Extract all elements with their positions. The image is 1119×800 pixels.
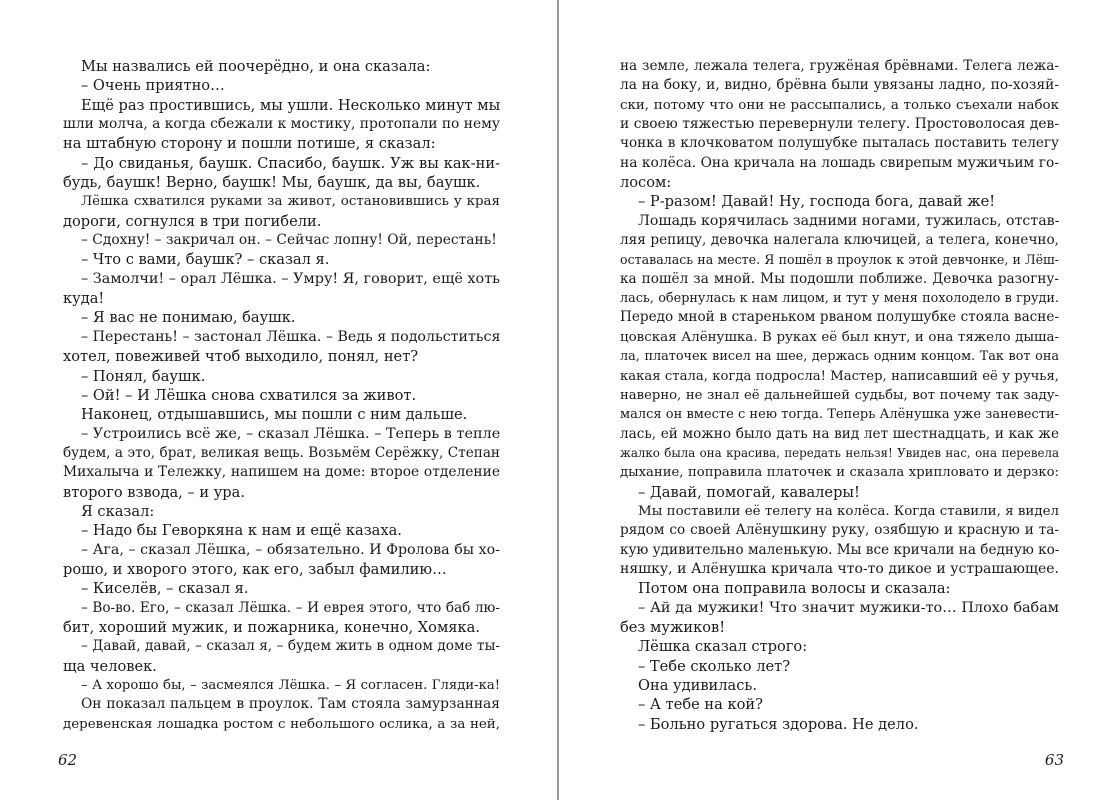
page-number-right: 63 (1044, 751, 1064, 769)
text-line: – Больно ругаться здорова. Не дело. (638, 715, 919, 733)
left-page (0, 0, 558, 800)
text-line: дороги, согнулся в три погибели. (63, 212, 322, 230)
text-line: наверно, не знал её дальнейшей судьбы, вот почему так заду- (620, 387, 1059, 403)
page-number-left: 62 (58, 751, 78, 769)
text-line: на колёса. Она кричала на лошадь свирепым мужичьим го- (620, 154, 1059, 171)
text-line: ски, потому что они не рассыпались, а только съехали набок (620, 97, 1059, 113)
text-line: ла на боку, и, видно, брёвна были увязаны ладно, по-хозяй- (620, 77, 1059, 94)
text-line: без мужиков! (620, 618, 726, 636)
text-line: – Ага, – сказал Лёшка, – обязательно. И Фролова бы хо- (81, 541, 500, 558)
text-line: няшку, и Алёнушка кричала что-то дикое и устрашающее. (620, 560, 1059, 577)
text-line: какая стала, когда подросла! Мастер, написавший её у ручья, (620, 368, 1059, 384)
right-page-text (620, 57, 1059, 734)
text-line: – Устроились всё же, – сказал Лёшка. – Теперь в тепле (81, 425, 501, 442)
text-line: шли молча, а когда сбежали к мостику, протопали по нему (63, 116, 500, 133)
text-line: Она удивилась. (638, 677, 758, 694)
text-line: дыхание, поправила платочек и сказала хрипловато и дерзко: (620, 465, 1059, 481)
text-line: цовская Алёнушка. В руках её был кнут, и она тяжело дыша- (620, 329, 1059, 345)
text-line: ща человек. (63, 657, 157, 675)
text-line: – Сдохну! – закричал он. – Сейчас лопну! Ой, перестань! (81, 232, 497, 249)
text-line: ла, платочек висел на шее, держась одним концом. Так вот она (620, 349, 1059, 365)
text-line: на штабную сторону и пошли потише, я сказал: (63, 135, 436, 153)
text-line: – А тебе на кой? (638, 696, 763, 714)
text-line: куда! (63, 290, 105, 308)
text-line: оставалась на месте. Я пошёл в проулок к этой девчонке, и Лёш- (620, 252, 1059, 268)
text-line: ка пошёл за мной. Мы подошли поближе. Девочка разогну- (620, 270, 1059, 287)
text-line: – Во-во. Его, – сказал Лёшка. – И еврея этого, что баб лю- (81, 599, 500, 616)
right-page (560, 0, 1119, 800)
text-line: Он показал пальцем в проулок. Там стояла замурзанная (81, 696, 500, 713)
text-line: на земле, лежала телега, гружёная брёвнами. Телега лежа- (620, 58, 1059, 74)
text-line: Лошадь корячилась задними ногами, тужилась, отстав- (638, 212, 1060, 229)
text-line: ляя репицу, девочка налегала ключицей, а телега, конечно, (620, 232, 1059, 249)
text-line: Потом она поправила волосы и сказала: (638, 580, 951, 598)
text-line: деревенская лошадка ростом с небольшого ослика, а за ней, (63, 716, 500, 732)
text-line: и своею тяжестью перевернули телегу. Простоволосая дев- (620, 116, 1059, 133)
text-line: – Ой! – И Лёшка снова схватился за живот. (81, 386, 417, 404)
text-line: – Замолчи! – орал Лёшка. – Умру! Я, говорит, ещё хоть (81, 270, 500, 287)
text-line: второго взвода, – и ура. (63, 483, 245, 501)
text-line: – Ай да мужики! Что значит мужики-то… Плохо бабам (638, 599, 1059, 616)
text-line: – Понял, баушк. (81, 367, 206, 385)
text-line: мался он вместе с нею тогда. Теперь Алёнушка уже заневести- (620, 407, 1059, 423)
text-line: жалко была она красива, передать нельзя! Увидев нас, она перевела (620, 445, 1059, 460)
text-line: Мы поставили её телегу на колёса. Когда ставили, я видел (638, 503, 1059, 519)
left-page-text (63, 57, 500, 734)
text-line: – Киселёв, – сказал я. (81, 580, 249, 598)
text-line: – Я вас не понимаю, баушк. (81, 309, 296, 327)
text-line: Передо мной в стареньком рваном полушубке стояла васне- (620, 309, 1059, 326)
text-line: – Давай, давай, – сказал я, – будем жить в одном доме ты- (81, 638, 500, 655)
text-line: лась, ей можно было дать на вид лет шестнадцать, и как же (620, 425, 1059, 442)
text-line: будь, баушк! Верно, баушк! Мы, баушк, да вы, баушк. (63, 174, 481, 192)
text-line: Лёшка схватился руками за живот, остановившись у края (81, 194, 500, 210)
text-line: хотел, повеживей чтоб выходило, понял, нет? (63, 348, 419, 366)
text-line: рядом со своей Алёнушкину руку, озябшую и красную и та- (620, 522, 1059, 539)
text-line: рошо, и хворого этого, как его, забыл фамилию… (63, 560, 447, 578)
text-line: кую удивительно маленькую. Мы все кричали на бедную ко- (620, 541, 1060, 558)
text-line: Я сказал: (81, 502, 155, 520)
text-line: – Тебе сколько лет? (638, 657, 791, 675)
page-gutter-divider (557, 0, 559, 800)
text-line: бит, хороший мужик, и пожарника, конечно, Хомяка. (63, 618, 480, 636)
text-line: Ещё раз простившись, мы ушли. Несколько минут мы (81, 96, 501, 114)
text-line: – Р-разом! Давай! Ну, господа бога, давай же! (638, 193, 996, 211)
text-line: – Надо бы Геворкяна к нам и ещё казаха. (81, 522, 402, 540)
text-line: Наконец, отдышавшись, мы пошли с ним дальше. (81, 406, 468, 424)
text-line: – Перестань! – застонал Лёшка. – Ведь я подольститься (81, 328, 501, 345)
text-line: – До свиданья, баушк. Спасибо, баушк. Уж вы как-ни- (81, 154, 500, 172)
text-line: Лёшка сказал строго: (638, 638, 808, 656)
text-line: лосом: (620, 174, 672, 192)
text-line: будем, а это, брат, великая вещь. Возьмём Серёжку, Степан (63, 444, 500, 461)
text-line: – Очень приятно… (81, 77, 225, 95)
text-line: – Что с вами, баушк? – сказал я. (81, 251, 330, 269)
text-line: – Давай, помогай, кавалеры! (638, 483, 860, 501)
text-line: лась, обернулась к нам лицом, и тут у меня похолодело в груди. (620, 291, 1059, 307)
text-line: Михалыча и Тележку, напишем на доме: второе отделение (63, 464, 500, 481)
text-line: – А хорошо бы, – засмеялся Лёшка. – Я согласен. Гляди-ка! (81, 678, 500, 693)
text-line: чонка в клочковатом полушубке пыталась поставить телегу (620, 135, 1059, 152)
text-line: Мы назвались ей поочерёдно, и она сказала: (81, 58, 431, 75)
